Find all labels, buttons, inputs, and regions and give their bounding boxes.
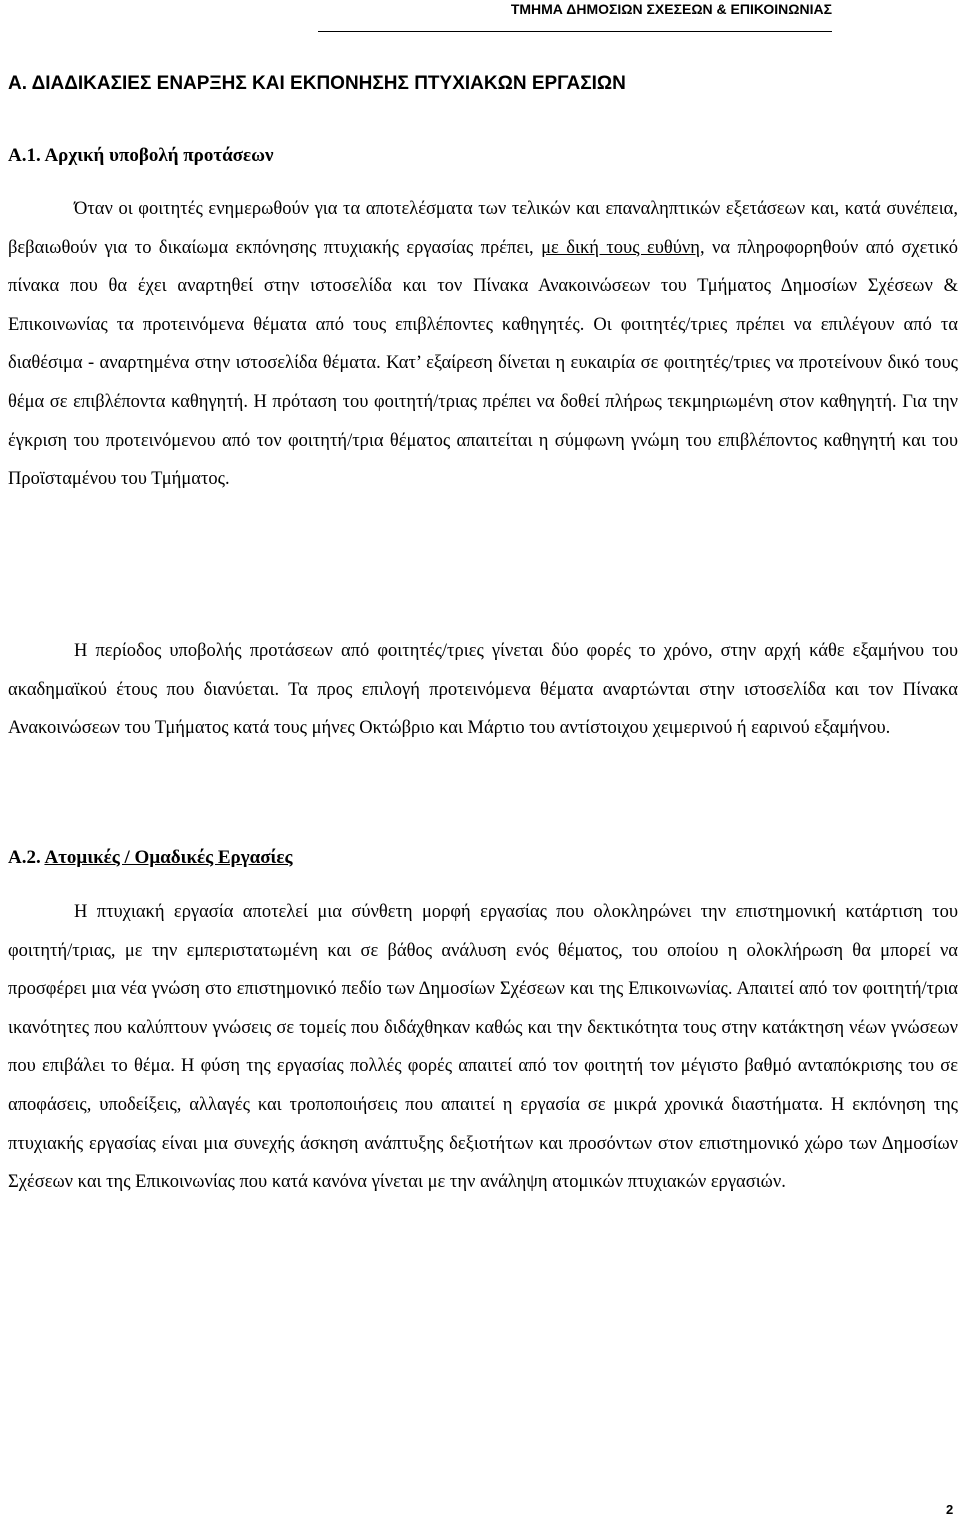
running-header: ΤΜΗΜΑ ΔΗΜΟΣΙΩΝ ΣΧΕΣΕΩΝ & ΕΠΙΚΟΙΝΩΝΙΑΣ	[510, 1, 832, 17]
subsection-2-heading	[8, 846, 293, 870]
subsection-1-paragraph-2: Η περίοδος υποβολής προτάσεων από φοιτητές/τριες γίνεται δύο φορές το χρόνο, στην αρχή κάθε εξαμήνου του ακαδημαϊκού έτους που διανύεται. Τα προς επιλογή προτεινόμενα θέματα αναρτώνται στην ιστοσελίδα και τον Πίνακα Ανακοινώσεων του Τμήματος κατά τους μήνες Οκτώβριο και Μάρτιο του αντίστοιχου χειμερινού ή εαρινού εξαμήνου.	[8, 641, 958, 739]
page-number: 2	[946, 1502, 954, 1517]
subsection-2-title: Ατομικές / Ομαδικές Εργασίες	[44, 847, 293, 868]
section-title: Α. ΔΙΑΔΙΚΑΣΙΕΣ ΕΝΑΡΞΗΣ ΚΑΙ ΕΚΠΟΝΗΣΗΣ ΠΤΥΧΙΑΚΩΝ ΕΡΓΑΣΙΩΝ	[8, 73, 626, 94]
subsection-2-paragraph-1: Η πτυχιακή εργασία αποτελεί μια σύνθετη μορφή εργασίας που ολοκληρώνει την επιστημονική κατάρτιση του φοιτητή/τριας, με την εμπεριστατωμένη και σε βάθος ανάλυση ενός θέματος, του οποίου η ολοκλήρωση θα μπορεί να προσφέρει μια νέα γνώση στο επιστημονικό πεδίο των Δημοσίων Σχέσεων και της Επικοινωνίας. Απαιτεί από τον φοιτητή/τρια ικανότητες που καλύπτουν γνώσεις σε τομείς που διδάχθηκαν καθώς και την δεκτικότητα τους στην κατάκτηση νέων γνώσεων που επιβάλει το θέμα. Η φύση της εργασίας πολλές φορές απαιτεί από τον φοιτητή τον μέγιστο βαθμό ανταπόκρισης του σε αποφάσεις, υποδείξεις, αλλαγές και τροποποιήσεις που απαιτεί η εργασία σε μικρά χρονικά διαστήματα. Η εκπόνηση της πτυχιακής εργασίας είναι μια συνεχής άσκηση ανάπτυξης δεξιοτήτων και προσόντων στον επιστημονικό χώρο των Δημοσίων Σχέσεων και της Επικοινωνίας που κατά κανόνα γίνεται με την ανάληψη ατομικών πτυχιακών εργασιών.	[8, 902, 958, 1193]
subsection-2-label: Α.2.	[8, 847, 41, 868]
underlined-phrase: με δική τους ευθύνη,	[541, 237, 705, 258]
subsection-1-paragraph-1	[8, 190, 958, 499]
subsection-1-label: Α.1.	[8, 145, 41, 166]
paragraph-text: να πληροφορηθούν από σχετικό πίνακα που θα έχει αναρτηθεί στην ιστοσελίδα και τον Πίνακα Ανακοινώσεων του Τμήματος Δημοσίων Σχέσεων & Επικοινωνίας τα προτεινόμενα θέματα από τους επιβλέποντες καθηγητές. Οι φοιτητές/τριες πρέπει να επιλέγουν από τα διαθέσιμα - αναρτημένα στην ιστοσελίδα θέματα. Κατ’ εξαίρεση δίνεται η ευκαιρία σε φοιτητές/τριες να προτείνουν δικό τους θέμα σε επιβλέποντα καθηγητή. Η πρόταση του φοιτητή/τριας πρέπει να δοθεί πλήρως τεκμηριωμένη στον καθηγητή. Για την έγκριση του προτεινόμενου από τον φοιτητή/τρια θέματος απαιτείται η σύμφωνη γνώμη του επιβλέποντος καθηγητή και του Προϊσταμένου του Τμήματος.	[8, 237, 958, 490]
subsection-1-title: Αρχική υποβολή προτάσεων	[44, 145, 274, 166]
subsection-1-heading	[8, 144, 274, 168]
header-rule	[318, 31, 832, 32]
paragraph-text: Όταν οι φοιτητές ενημερωθούν για τα αποτελέσματα των τελικών και επαναληπτικών εξετάσεων και, κατά συνέπεια, βεβαιωθούν για το δικαίωμα εκπόνησης πτυχιακής εργασίας πρέπει,	[8, 199, 958, 258]
